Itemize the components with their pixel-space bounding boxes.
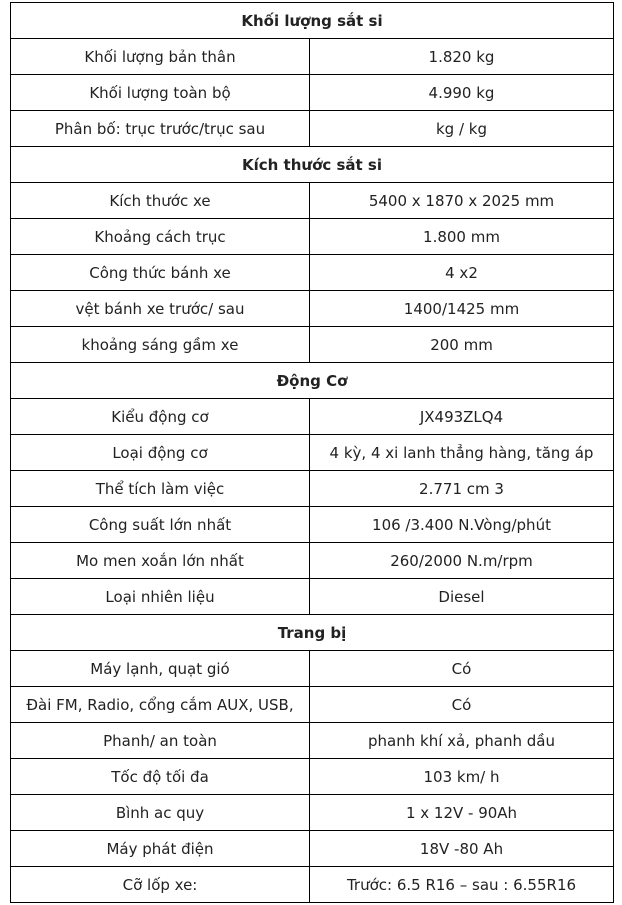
table-row xyxy=(11,75,614,111)
section-title-dimensions: Kích thước sắt si xyxy=(11,147,614,183)
spec-label: Phanh/ an toàn xyxy=(11,723,310,759)
spec-label: Khối lượng bản thân xyxy=(11,39,310,75)
spec-value: 260/2000 N.m/rpm xyxy=(310,543,614,579)
spec-value: Trước: 6.5 R16 – sau : 6.55R16 xyxy=(310,867,614,903)
table-row xyxy=(11,219,614,255)
spec-value: 5400 x 1870 x 2025 mm xyxy=(310,183,614,219)
spec-label: Loại động cơ xyxy=(11,435,310,471)
spec-value: 1.800 mm xyxy=(310,219,614,255)
spec-value: 4 kỳ, 4 xi lanh thẳng hàng, tăng áp xyxy=(310,435,614,471)
spec-label: Công thức bánh xe xyxy=(11,255,310,291)
spec-value: 4.990 kg xyxy=(310,75,614,111)
table-row xyxy=(11,507,614,543)
table-row xyxy=(11,723,614,759)
table-row xyxy=(11,327,614,363)
spec-label: Mo men xoắn lớn nhất xyxy=(11,543,310,579)
table-row xyxy=(11,795,614,831)
spec-label: Cỡ lốp xe: xyxy=(11,867,310,903)
table-row xyxy=(11,435,614,471)
spec-value: 1400/1425 mm xyxy=(310,291,614,327)
table-row xyxy=(11,759,614,795)
table-row xyxy=(11,579,614,615)
spec-value: 103 km/ h xyxy=(310,759,614,795)
spec-label: Phân bố: trục trước/trục sau xyxy=(11,111,310,147)
table-row xyxy=(11,471,614,507)
spec-value: phanh khí xả, phanh dầu xyxy=(310,723,614,759)
section-title-equipment: Trang bị xyxy=(11,615,614,651)
table-row xyxy=(11,651,614,687)
section-title-weight: Khối lượng sắt si xyxy=(11,3,614,39)
spec-label: Tốc độ tối đa xyxy=(11,759,310,795)
table-row xyxy=(11,111,614,147)
spec-label: Bình ac quy xyxy=(11,795,310,831)
spec-value: 4 x2 xyxy=(310,255,614,291)
spec-value: 18V -80 Ah xyxy=(310,831,614,867)
section-title-engine: Động Cơ xyxy=(11,363,614,399)
table-row xyxy=(11,291,614,327)
spec-label: Thể tích làm việc xyxy=(11,471,310,507)
spec-label: Loại nhiên liệu xyxy=(11,579,310,615)
table-row xyxy=(11,687,614,723)
section-header-row xyxy=(11,3,614,39)
spec-label: Đài FM, Radio, cổng cắm AUX, USB, xyxy=(11,687,310,723)
spec-label: Kiểu động cơ xyxy=(11,399,310,435)
spec-value: JX493ZLQ4 xyxy=(310,399,614,435)
table-row xyxy=(11,39,614,75)
spec-value: Có xyxy=(310,651,614,687)
spec-value: kg / kg xyxy=(310,111,614,147)
spec-label: Khối lượng toàn bộ xyxy=(11,75,310,111)
vehicle-spec-table xyxy=(10,2,614,903)
section-header-row xyxy=(11,615,614,651)
spec-label: Công suất lớn nhất xyxy=(11,507,310,543)
spec-value: Có xyxy=(310,687,614,723)
spec-label: khoảng sáng gầm xe xyxy=(11,327,310,363)
table-row xyxy=(11,831,614,867)
spec-label: vệt bánh xe trước/ sau xyxy=(11,291,310,327)
table-row xyxy=(11,255,614,291)
spec-value: 2.771 cm 3 xyxy=(310,471,614,507)
spec-value: Diesel xyxy=(310,579,614,615)
spec-value: 200 mm xyxy=(310,327,614,363)
section-header-row xyxy=(11,363,614,399)
table-row xyxy=(11,543,614,579)
table-row xyxy=(11,867,614,903)
spec-label: Khoảng cách trục xyxy=(11,219,310,255)
spec-label: Máy lạnh, quạt gió xyxy=(11,651,310,687)
spec-label: Kích thước xe xyxy=(11,183,310,219)
spec-label: Máy phát điện xyxy=(11,831,310,867)
spec-value: 106 /3.400 N.Vòng/phút xyxy=(310,507,614,543)
spec-value: 1 x 12V - 90Ah xyxy=(310,795,614,831)
spec-value: 1.820 kg xyxy=(310,39,614,75)
section-header-row xyxy=(11,147,614,183)
table-row xyxy=(11,183,614,219)
table-row xyxy=(11,399,614,435)
